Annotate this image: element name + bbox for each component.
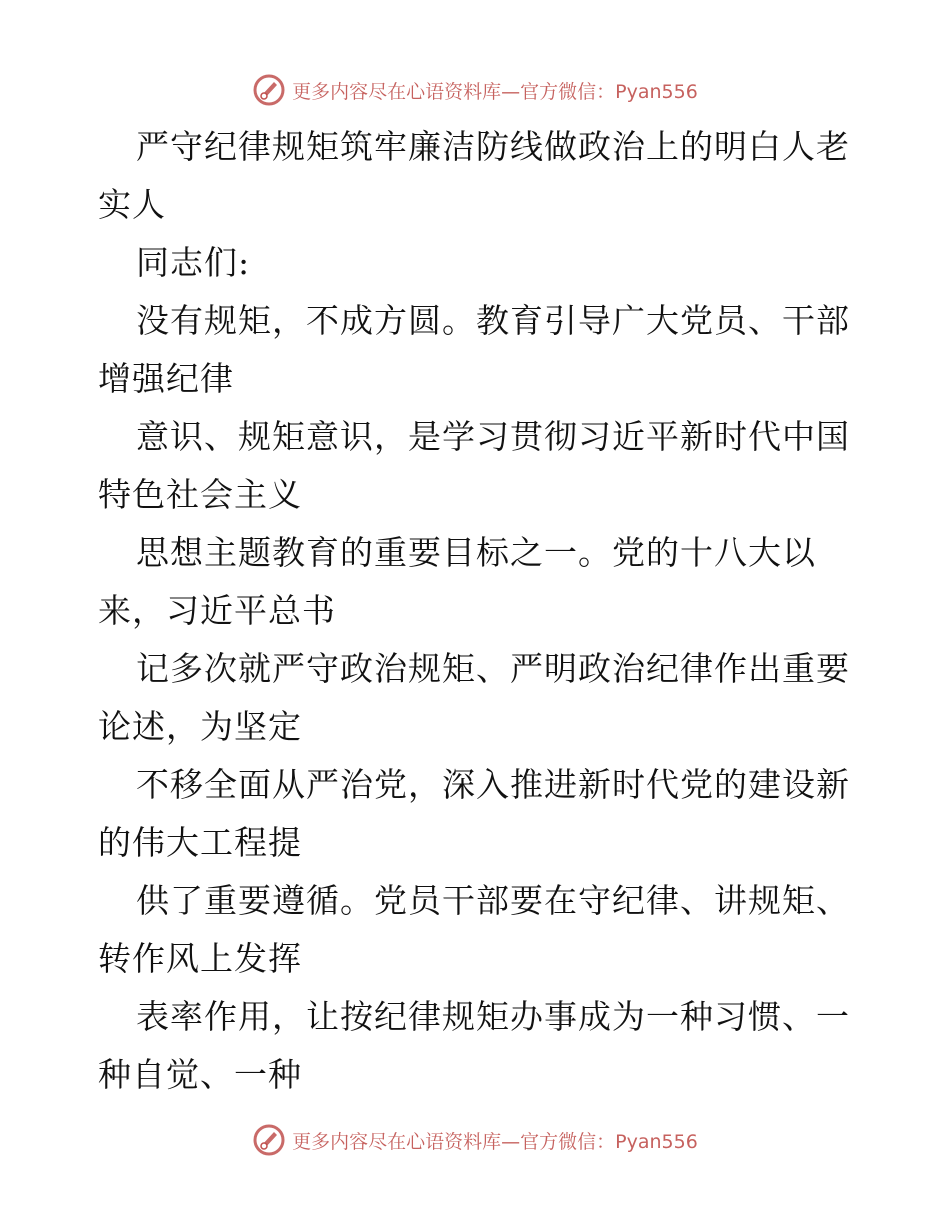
- paragraph-line-2: 转作风上发挥: [98, 939, 302, 978]
- header-banner-text: 更多内容尽在心语资料库—官方微信：Pyan556: [292, 80, 698, 103]
- paragraph: [98, 524, 858, 640]
- paragraph: [98, 872, 858, 988]
- footer-banner-text: 更多内容尽在心语资料库—官方微信：Pyan556: [292, 1130, 698, 1153]
- paragraph: [98, 640, 858, 756]
- document-body: [98, 118, 858, 1104]
- seal-logo-icon: [252, 1123, 286, 1157]
- document-title: [98, 118, 858, 234]
- paragraph-line-2: 来，习近平总书: [98, 591, 336, 630]
- paragraph-line-2: 种自觉、一种: [98, 1055, 302, 1094]
- paragraph-line-1: 意识、规矩意识，是学习贯彻习近平新时代中国: [136, 417, 850, 456]
- paragraph-line-1: 记多次就严守政治规矩、严明政治纪律作出重要: [136, 649, 850, 688]
- paragraph-line-2: 特色社会主义: [98, 475, 302, 514]
- paragraph: [98, 292, 858, 408]
- paragraph-line-2: 论述，为坚定: [98, 707, 302, 746]
- paragraph-line-2: 增强纪律: [98, 359, 234, 398]
- paragraph-line-1: 供了重要遵循。党员干部要在守纪律、讲规矩、: [136, 881, 850, 920]
- paragraph-line-1: 表率作用，让按纪律规矩办事成为一种习惯、一: [136, 997, 850, 1036]
- paragraph: [98, 756, 858, 872]
- paragraph: [98, 988, 858, 1104]
- seal-logo-icon: [252, 73, 286, 107]
- paragraph: [98, 408, 858, 524]
- title-line-2: 实人: [98, 185, 166, 224]
- header-watermark-banner: [0, 70, 950, 110]
- footer-watermark-banner: [0, 1120, 950, 1160]
- title-line-1: 严守纪律规矩筑牢廉洁防线做政治上的明白人老: [136, 127, 850, 166]
- paragraph-line-1: 没有规矩，不成方圆。教育引导广大党员、干部: [136, 301, 850, 340]
- salutation: [98, 234, 858, 292]
- paragraph-line-2: 的伟大工程提: [98, 823, 302, 862]
- salutation-text: 同志们:: [136, 243, 251, 282]
- paragraph-line-1: 不移全面从严治党，深入推进新时代党的建设新: [136, 765, 850, 804]
- paragraph-line-1: 思想主题教育的重要目标之一。党的十八大以: [136, 533, 816, 572]
